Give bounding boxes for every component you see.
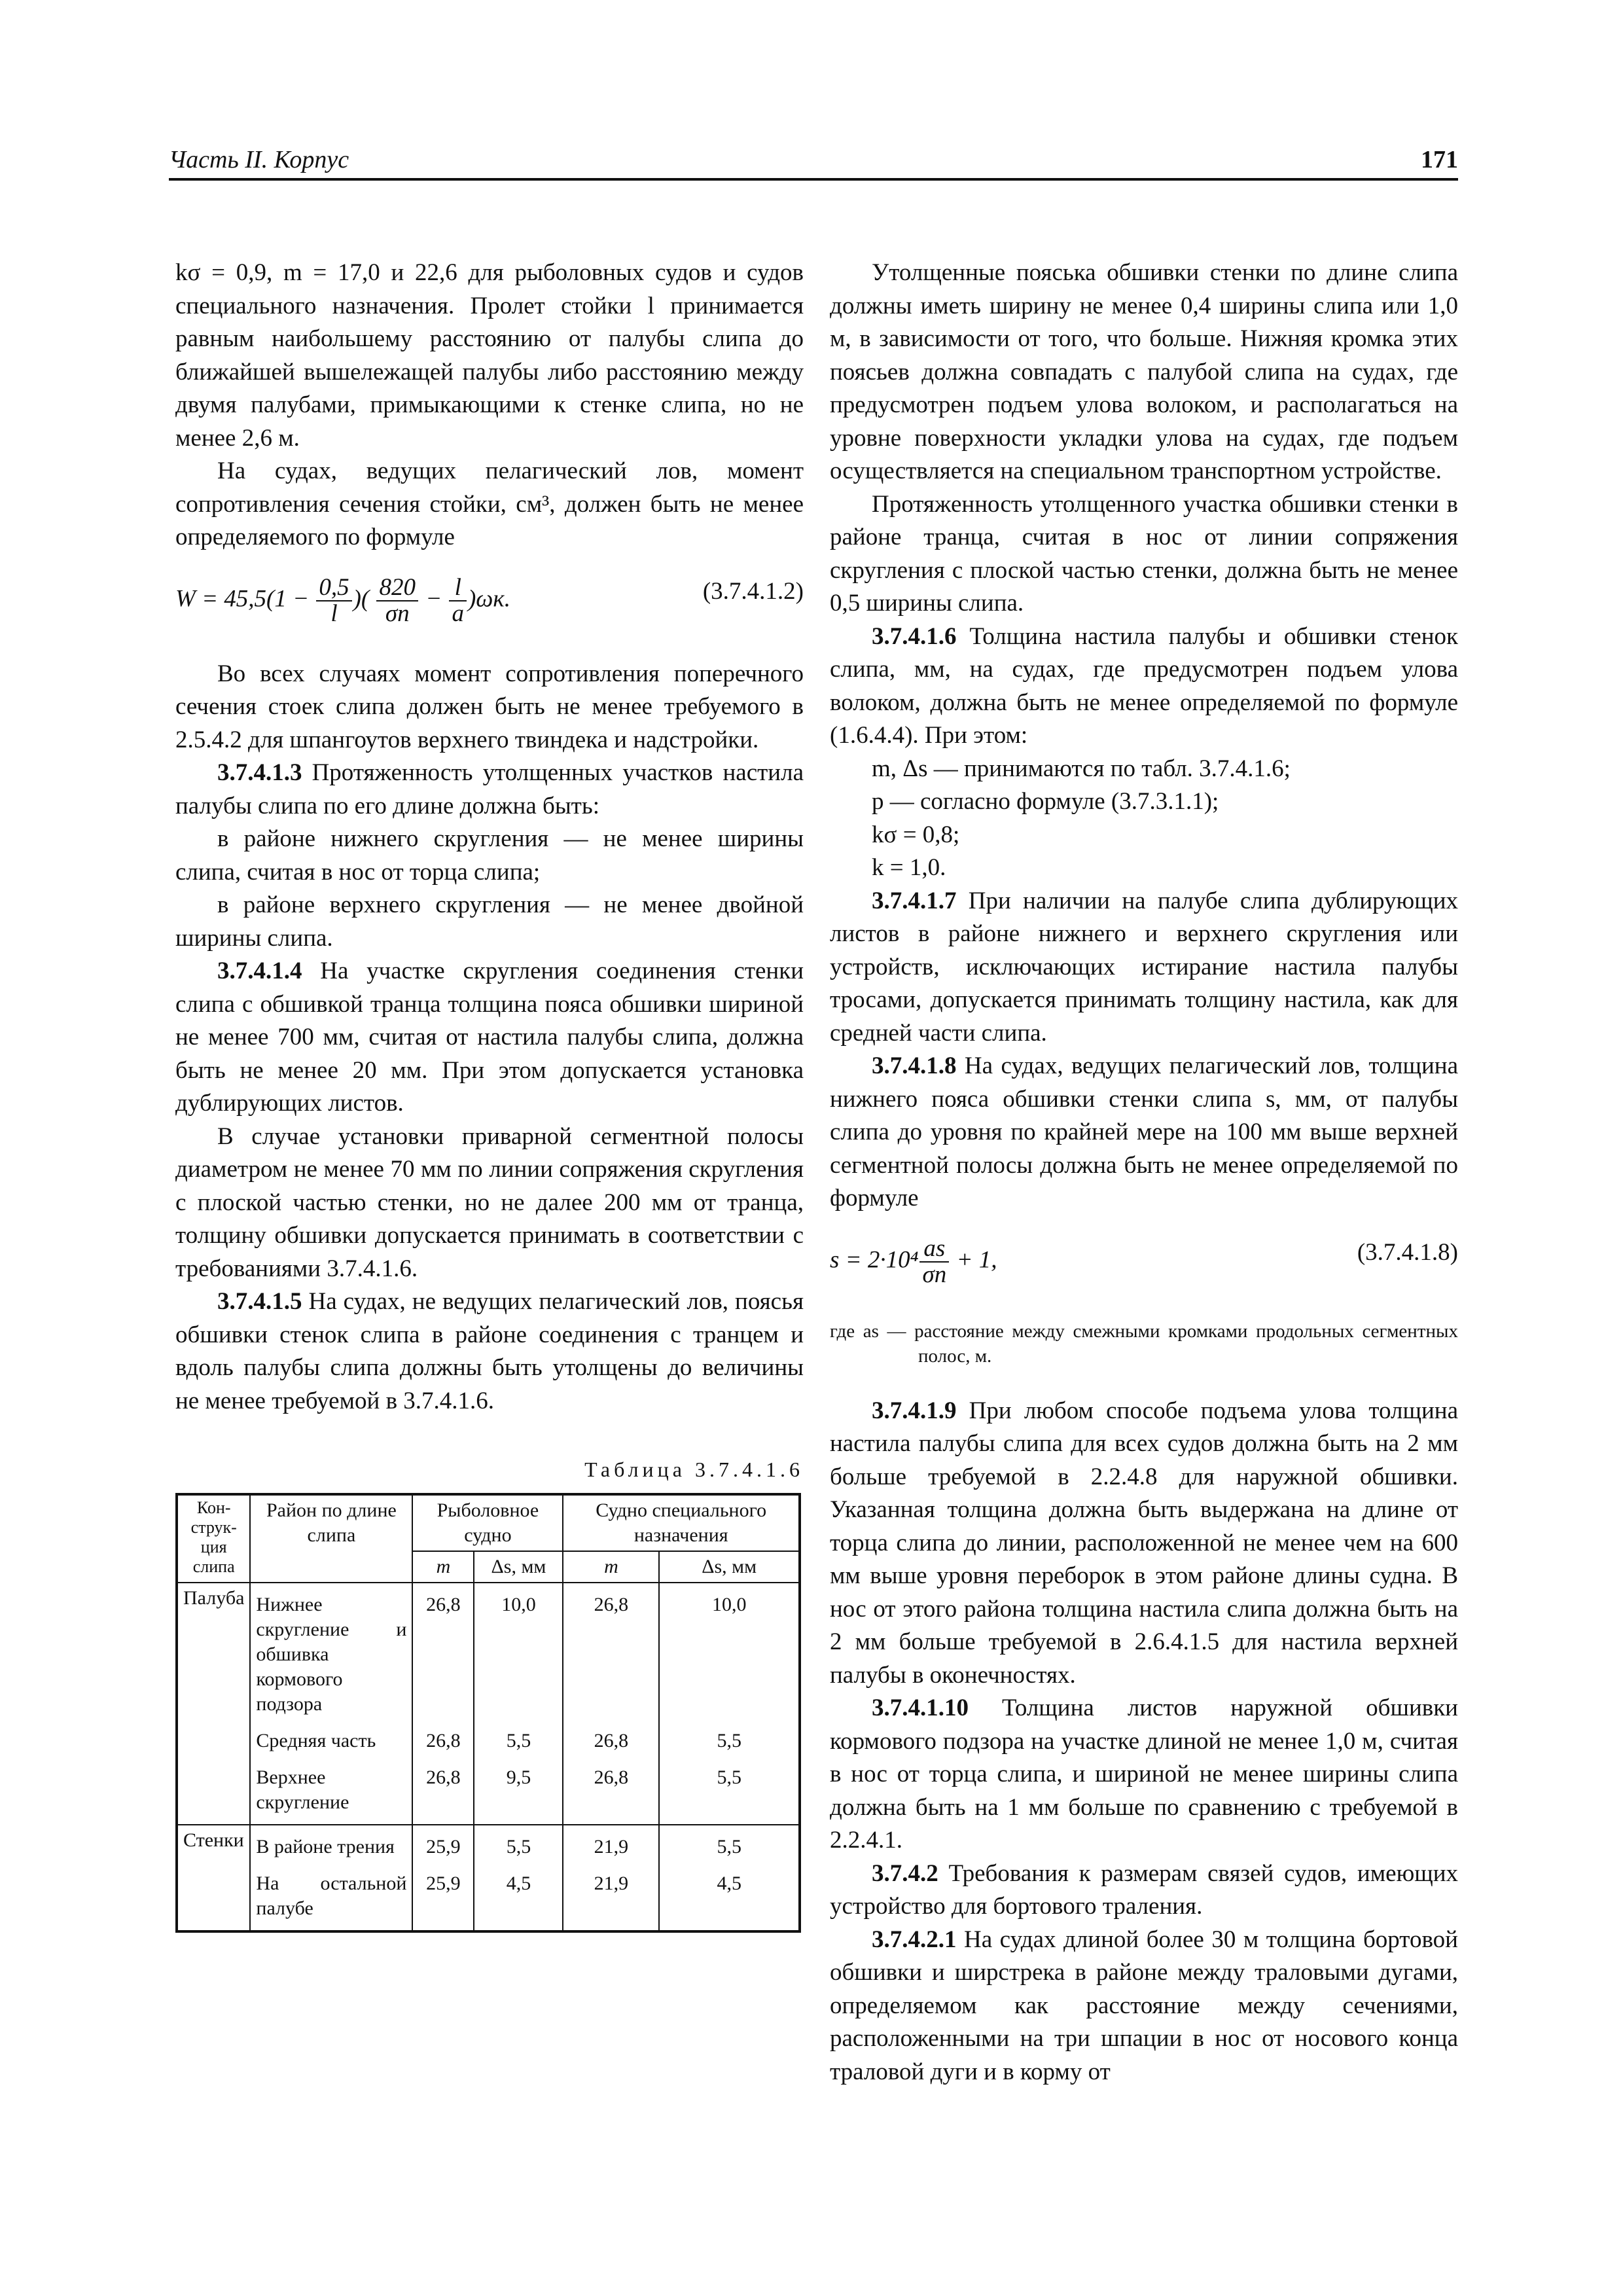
paragraph [830, 1857, 1458, 1924]
left-column [175, 257, 804, 1933]
paragraph [175, 757, 804, 823]
table-row [177, 1719, 800, 1756]
paragraph [830, 1924, 1458, 2089]
fraction [376, 575, 418, 626]
formula-expression [175, 575, 510, 626]
cell-m2: 26,8 [563, 1583, 659, 1719]
paragraph [830, 620, 1458, 753]
cell-ds1: 4,5 [474, 1862, 563, 1931]
cell-ds2: 5,5 [659, 1825, 800, 1862]
paragraph [830, 1050, 1458, 1215]
fraction-denominator: σn [922, 1261, 947, 1288]
cell-m2: 26,8 [563, 1719, 659, 1756]
right-column [830, 257, 1458, 2089]
cell-m2: 21,9 [563, 1825, 659, 1862]
col-header-region: Район по длине слипа [250, 1494, 412, 1583]
formula-part: )( [353, 584, 370, 612]
clause-number: 3.7.4.1.8 [872, 1052, 957, 1079]
paragraph-text: Толщина настила палубы и обшивки стенок слипа, мм, на судах, где предусмотрен подъем улова волоком, должна быть не менее определяемой по формуле (1.6.4.4). При этом: [830, 622, 1458, 749]
clause-number: 3.7.4.1.10 [872, 1695, 969, 1721]
table-row [177, 1862, 800, 1931]
clause-number: 3.7.4.1.5 [217, 1288, 302, 1315]
running-header [169, 145, 1458, 177]
clause-number: 3.7.4.2.1 [872, 1926, 957, 1953]
paragraph: Во всех случаях момент сопротивления поперечного сечения стоек слипа должен быть не менее требуемого в 2.5.4.2 для шпангоутов верхнего твиндека и надстройки. [175, 660, 804, 753]
table-row [177, 1825, 800, 1862]
section-title: Часть II. Корпус [169, 146, 349, 173]
paragraph-text: На судах, ведущих пелагический лов, толщина нижнего пояса обшивки стенки слипа s, мм, от палубы слипа до уровня по крайней мере на 100 мм выше верхней сегментной полосы должна быть не менее определяемой по формуле [830, 1052, 1458, 1211]
cell-ds2: 5,5 [659, 1719, 800, 1756]
fraction-numerator: 820 [376, 575, 418, 601]
formula-number: (3.7.4.1.8) [1357, 1238, 1458, 1266]
cell-ds1: 10,0 [474, 1583, 563, 1719]
cell-m2: 26,8 [563, 1756, 659, 1825]
cell-region: Средняя часть [250, 1719, 412, 1756]
clause-number: 3.7.4.1.9 [872, 1397, 957, 1424]
fraction-numerator: as [919, 1236, 949, 1263]
col-header-ds: Δs, мм [474, 1551, 563, 1583]
clause-number: 3.7.4.1.7 [872, 887, 957, 914]
cell-group: Стенки [177, 1825, 250, 1931]
fraction-denominator: σn [385, 600, 410, 627]
cell-region: В районе трения [250, 1825, 412, 1862]
formula-part: + 1, [956, 1246, 997, 1273]
col-header-special: Судно специального назначения [563, 1494, 800, 1551]
cell-ds1: 9,5 [474, 1756, 563, 1825]
fraction-denominator: a [452, 600, 464, 627]
fraction [919, 1236, 949, 1287]
paragraph-text: На судах длиной более 30 м толщина бортовой обшивки и ширстрека в районе между траловыми дугами, определяемом как расстояние между сечениями, расположенными на три шпации в нос от носового конца траловой дуги и в корму от [830, 1926, 1458, 2085]
cell-region: Верхнее скругление [250, 1756, 412, 1825]
paragraph: в районе нижнего скругления — не менее ширины слипа, считая в нос от торца слипа; [175, 825, 804, 886]
cell-m1: 26,8 [412, 1756, 474, 1825]
cell-ds2: 5,5 [659, 1756, 800, 1825]
note-text: где as — расстояние между смежными кромками продольных сегментных полос, м. [830, 1320, 1458, 1367]
paragraph [175, 955, 804, 1121]
requirements-table [175, 1493, 801, 1933]
formula-part: − [425, 584, 442, 612]
header-rule [169, 178, 1458, 181]
cell-ds2: 4,5 [659, 1862, 800, 1931]
table-header-row [177, 1494, 800, 1551]
table-caption: Таблица 3.7.4.1.6 [584, 1458, 804, 1481]
paragraph-text: При любом способе подъема улова толщина настила палубы слипа для всех судов должна быть на 2 мм больше требуемой в 2.2.4.8 для наружной обшивки. Указанная толщина должна быть выдержана на длине от торца слипа до линии, расположенной не менее чем на 600 мм выше уровня переборок в этом районе длины судна. В нос от этого района толщина настила слипа должна быть на 2 мм больше требуемой в 2.6.4.1.5 для настила верхней палубы в оконечностях. [830, 1397, 1458, 1689]
formula-3-7-4-1-8 [830, 1222, 1458, 1288]
paragraph [175, 1285, 804, 1418]
cell-ds1: 5,5 [474, 1825, 563, 1862]
paragraph: На судах, ведущих пелагический лов, момент сопротивления сечения стойки, см³, должен быть не менее определяемого по формуле [175, 457, 804, 550]
col-header-fishing: Рыболовное судно [412, 1494, 563, 1551]
formula-3-7-4-1-2 [175, 561, 804, 627]
paragraph-text: На судах, не ведущих пелагический лов, поясья обшивки стенок слипа в районе соединения с транцем и вдоль палубы слипа должны быть утолщены до величины не менее требуемой в 3.7.4.1.6. [175, 1288, 804, 1414]
cell-ds2: 10,0 [659, 1583, 800, 1719]
cell-m1: 25,9 [412, 1825, 474, 1862]
cell-group: Палуба [177, 1583, 250, 1825]
paragraph-text: Требования к размерам связей судов, имеющих устройство для бортового траления. [830, 1859, 1458, 1920]
cell-m1: 25,9 [412, 1862, 474, 1931]
col-header-m: m [563, 1551, 659, 1583]
table-row [177, 1756, 800, 1825]
fraction-numerator: 0,5 [316, 575, 351, 601]
clause-number: 3.7.4.2 [872, 1859, 938, 1887]
formula-lhs: s = 2·10⁴ [830, 1246, 919, 1273]
paragraph [830, 885, 1458, 1050]
cell-ds1: 5,5 [474, 1719, 563, 1756]
paragraph-text: Протяженность утолщенных участков настила палубы слипа по его длине должна быть: [175, 759, 804, 819]
fraction [449, 575, 467, 626]
cell-region: На остальной палубе [250, 1862, 412, 1931]
formula-expression [830, 1236, 997, 1287]
paragraph: в районе верхнего скругления — не менее двойной ширины слипа. [175, 891, 804, 952]
cell-m1: 26,8 [412, 1719, 474, 1756]
formula-part: )ωк. [467, 584, 510, 612]
col-header-m: m [412, 1551, 474, 1583]
list-item: k = 1,0. [872, 854, 946, 881]
fraction-numerator: l [449, 575, 467, 601]
paragraph: Протяженность утолщенного участка обшивки стенки в районе транца, считая в нос от линии сопряжения скругления с плоской частью стенки, должна быть не менее 0,5 ширины слипа. [830, 490, 1458, 617]
col-header-construction: Кон-струк-ция слипа [177, 1494, 250, 1583]
paragraph: Утолщенные пояська обшивки стенки по длине слипа должны иметь ширину не менее 0,4 ширины слипа или 1,0 м, в зависимости от того, что больше. Нижняя кромка этих поясьев должна совпадать с палубой слипа на судах, где предусмотрен подъем улова волоком, и располагаться на уровне поверхности укладки улова на судах, где подъем осуществляется на специальном транспортном устройстве. [830, 259, 1458, 484]
clause-number: 3.7.4.1.3 [217, 759, 302, 786]
cell-region: Нижнее скругление и обшивка кормового подзора [250, 1583, 412, 1719]
formula-note [830, 1319, 1458, 1369]
cell-m2: 21,9 [563, 1862, 659, 1931]
clause-number: 3.7.4.1.4 [217, 958, 302, 984]
page-number: 171 [1421, 146, 1458, 173]
table-row [177, 1583, 800, 1719]
formula-number: (3.7.4.1.2) [702, 577, 804, 605]
clause-number: 3.7.4.1.6 [872, 622, 957, 650]
paragraph-text: При наличии на палубе слипа дублирующих листов в районе нижнего и верхнего скругления или устройств, исключающих истирание настила палубы тросами, допускается принимать толщину настила, как для средней части слипа. [830, 887, 1458, 1047]
fraction [316, 575, 351, 626]
fraction-denominator: l [330, 600, 338, 627]
paragraph: В случае установки приварной сегментной полосы диаметром не менее 70 мм по линии сопряжения скругления с плоской частью стенки, но не далее 200 мм от транца, толщину обшивки допускается принимать в соответствии с требованиями 3.7.4.1.6. [175, 1122, 804, 1282]
formula-lhs: W = 45,5(1 − [175, 584, 310, 612]
paragraph [830, 1692, 1458, 1857]
list-item: p — согласно формуле (3.7.3.1.1); [872, 788, 1219, 815]
cell-m1: 26,8 [412, 1583, 474, 1719]
paragraph-text: На участке скругления соединения стенки слипа с обшивкой транца толщина пояса обшивки шириной не менее 700 мм, считая от настила палубы слипа, должна быть не менее 20 мм. При этом допускается установка дублирующих листов. [175, 958, 804, 1117]
paragraph-text: Толщина листов наружной обшивки кормового подзора на участке длиной не менее 1,0 м, считая в нос от торца слипа, и шириной не менее ширины слипа должна быть на 1 мм больше по сравнению с требуемой в 2.2.4.1. [830, 1695, 1458, 1854]
paragraph: kσ = 0,9, m = 17,0 и 22,6 для рыболовных судов и судов специального назначения. Пролет стойки l принимается равным наибольшему расстоянию от палубы слипа до ближайшей вышележащей палубы либо расстоянию между двумя палубами, примыкающими к стенке слипа, но не менее 2,6 м. [175, 259, 804, 452]
paragraph [830, 1395, 1458, 1693]
list-item: m, Δs — принимаются по табл. 3.7.4.1.6; [872, 755, 1291, 782]
col-header-ds: Δs, мм [659, 1551, 800, 1583]
list-item: kσ = 0,8; [872, 821, 960, 848]
